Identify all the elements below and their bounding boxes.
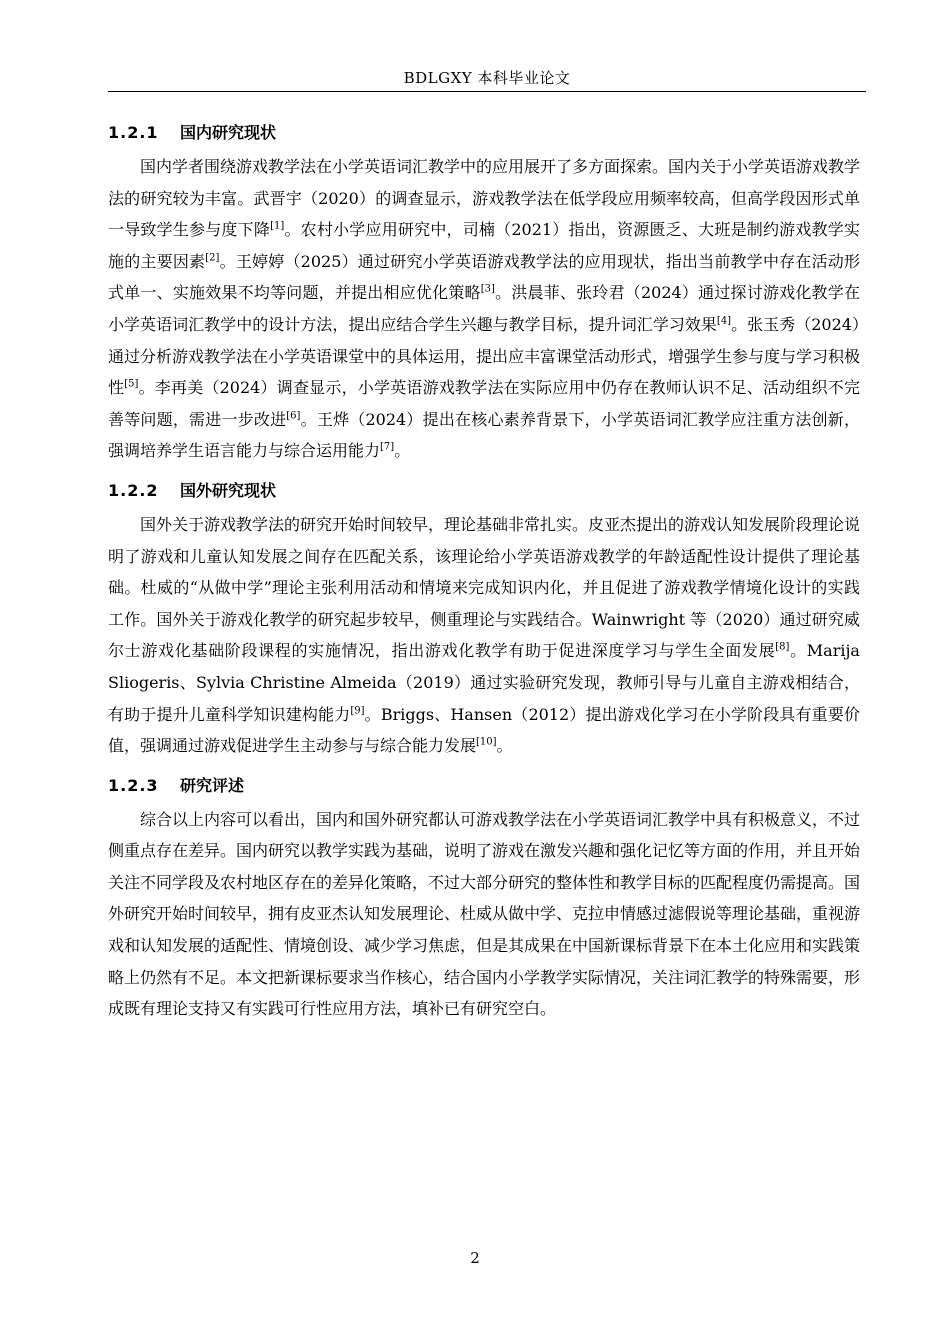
text-run: 。农村小学应用研究中，司楠（2021）指出，资源匮乏、大班是制约游戏教学实施的主要因素: [108, 220, 860, 271]
text-run: 。王婷婷（2025）通过研究小学英语游戏教学法的应用现状，指出当前教学中存在活动形式单一、实施效果不均等问题，并提出相应优化策略: [108, 251, 860, 303]
text-run: 。Briggs、Hansen（2012）提出游戏化学习在小学阶段具有重要价值，强调通过游戏促进学生主动参与与综合能力发展: [108, 704, 860, 756]
text-run: 。洪晨菲、张玲君（2024）通过探讨游戏化教学在小学英语词汇教学中的设计方法，提出应结合学生兴趣与教学目标，提升词汇学习效果: [108, 283, 860, 334]
citation-ref: [6]: [286, 410, 301, 422]
text-run: 综合以上内容可以看出，国内和国外研究都认可游戏教学法在小学英语词汇教学中具有积极意义，不过侧重点存在差异。国内研究以教学实践为基础，说明了游戏在激发兴趣和强化记忆等方面的作用，并且开始关注不同学段及农村地区存在的差异化策略，不过大部分研究的整体性和教学目标的匹配程度仍需提高。国外研究开始时间较早，拥有皮亚杰认知发展理论、杜威从做中学、克拉申情感过滤假说等理论基础，重视游戏和认知发展的适配性、情境创设、减少学习焦虑，但是其成果在中国新课标背景下在本土化应用和实践策略上仍然有不足。本文把新课标要求当作核心，结合国内小学教学实际情况，关注词汇教学的特殊需要，形成既有理论支持又有实践可行性应用方法，填补已有研究空白。: [108, 809, 861, 1019]
page-header-title: BDLGXY 本科毕业论文: [403, 69, 571, 87]
section-title: 国内研究现状: [180, 123, 277, 142]
citation-ref: [9]: [350, 705, 365, 717]
citation-ref: [3]: [480, 284, 495, 296]
section-number: 1.2.1: [108, 123, 159, 142]
citation-ref: [1]: [270, 220, 285, 232]
text-run: 。: [394, 441, 411, 461]
section-title: 研究评述: [180, 775, 245, 795]
citation-ref: [5]: [124, 378, 139, 390]
header-rule: [108, 91, 866, 92]
paragraph-domestic-research: [108, 151, 860, 467]
text-run: 国内学者围绕游戏教学法在小学英语词汇教学中的应用展开了多方面探索。国内关于小学英语游戏教学法的研究较为丰富。武晋宇（2020）的调查显示，游戏教学法在低学段应用频率较高，但高学段因形式单一导致学生参与度下降: [108, 157, 861, 240]
citation-ref: [7]: [380, 442, 395, 454]
text-run: 。王烨（2024）提出在核心素养背景下，小学英语词汇教学应注重方法创新，强调培养学生语言能力与综合运用能力: [108, 409, 860, 461]
text-run: 。张玉秀（2024）通过分析游戏教学法在小学英语课堂中的具体运用，提出应丰富课堂活动形式，增强学生参与度与学习积极性: [108, 314, 861, 398]
citation-ref: [10]: [476, 736, 497, 748]
page-body: [108, 109, 860, 1025]
section-number: 1.2.2: [108, 480, 159, 500]
section-title: 国外研究现状: [180, 480, 277, 500]
text-run: 。Marija Sliogeris、Sylvia Christine Almeida（2019）通过实验研究发现，教师引导与儿童自主游戏相结合，有助于提升儿童科学知识建构能力: [108, 641, 860, 724]
citation-ref: [8]: [775, 641, 790, 653]
section-heading-1-2-2: [108, 480, 860, 502]
text-run: 。: [496, 736, 513, 756]
page-number: 2: [470, 1249, 480, 1267]
citation-ref: [2]: [205, 252, 220, 264]
text-run: 。李再美（2024）调查显示，小学英语游戏教学法在实际应用中仍存在教师认识不足、活动组织不完善等问题，需进一步改进: [108, 378, 860, 429]
citation-ref: [4]: [716, 315, 732, 327]
text-run: 国外关于游戏教学法的研究开始时间较早，理论基础非常扎实。皮亚杰提出的游戏认知发展阶段理论说明了游戏和儿童认知发展之间存在匹配关系，该理论给小学英语游戏教学的年龄适配性设计提供了理论基础。杜威的“从做中学”理论主张利用活动和情境来完成知识内化，并且促进了游戏教学情境化设计的实践工作。国外关于游戏化教学的研究起步较早，侧重理论与实践结合。Wainwright 等（2020）通过研究威尔士游戏化基础阶段课程的实施情况，指出游戏化教学有助于促进深度学习与学生全面发展: [108, 514, 861, 661]
section-number: 1.2.3: [108, 775, 159, 795]
section-heading-1-2-1: [108, 122, 860, 144]
paragraph-foreign-research: [108, 509, 860, 762]
paragraph-research-review: [108, 804, 860, 1025]
section-heading-1-2-3: [108, 775, 860, 797]
